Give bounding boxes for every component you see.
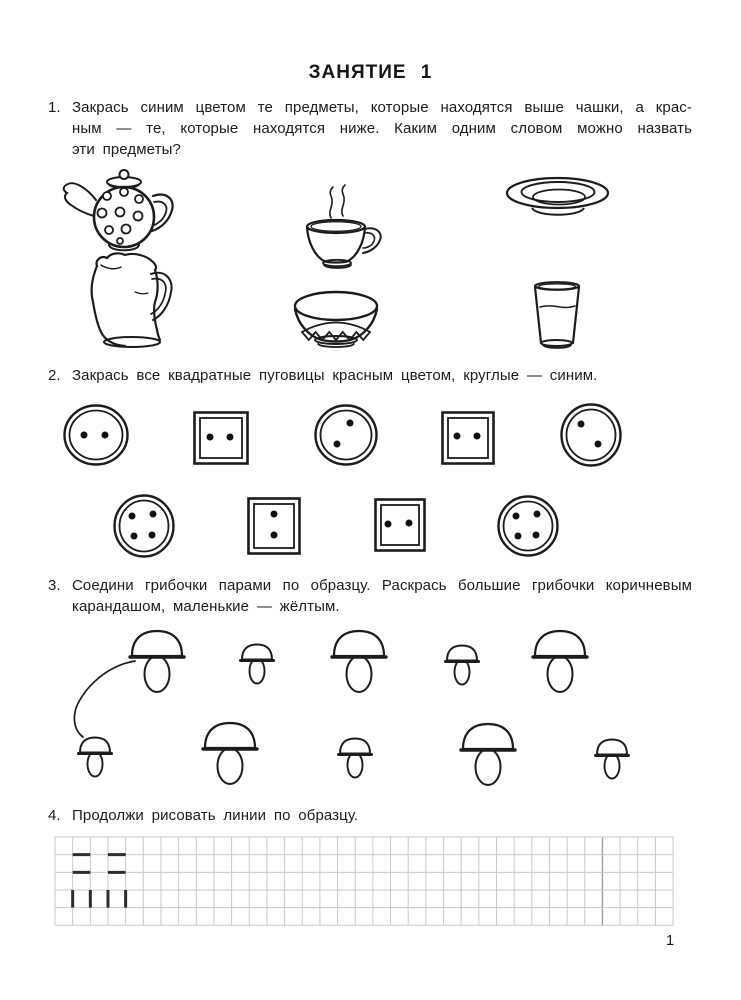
pitcher-drawing [85, 252, 180, 350]
deep-plate-drawing [503, 172, 613, 222]
mushroom-big [460, 722, 516, 786]
task-2-number: 2. [48, 367, 61, 384]
mushroom-big [532, 629, 588, 693]
button-square [441, 411, 495, 465]
mushroom-small [595, 738, 629, 781]
steaming-cup-drawing [293, 182, 388, 274]
page-number: 1 [665, 932, 675, 949]
mushroom-big [129, 629, 185, 693]
mushroom-big [202, 721, 258, 785]
button-square [193, 411, 249, 465]
steam-line [342, 185, 345, 216]
button-round [314, 404, 378, 466]
glass-drawing [530, 275, 584, 351]
button-square [247, 497, 301, 555]
task-1-line-2: ным — те, которые находятся ниже. Каким одним словом можно назвать [72, 120, 692, 137]
task-4-line-1: Продолжи рисовать линии по образцу. [72, 807, 359, 824]
teapot-drawing [60, 168, 180, 253]
mushroom-small [240, 643, 274, 686]
task-3-number: 3. [48, 577, 61, 594]
task-4-number: 4. [48, 807, 61, 824]
button-round [497, 495, 559, 557]
task-1-line-1: Закрась синим цветом те предметы, которые находятся выше чашки, а крас- [72, 99, 692, 116]
task-1-line-3: эти предметы? [72, 141, 181, 158]
task-3-line-1: Соедини грибочки парами по образцу. Раскрась большие грибочки коричневым [72, 577, 692, 594]
bowl-drawing [288, 287, 383, 349]
steam-line [330, 187, 333, 218]
button-square [374, 498, 426, 552]
mushroom-small [78, 736, 112, 779]
task-1-number: 1. [48, 99, 61, 116]
task-2-line-1: Закрась все квадратные пуговицы красным цветом, круглые — синим. [72, 367, 598, 384]
task-3-line-2: карандашом, маленькие — жёлтым. [72, 598, 340, 615]
squared-grid [55, 837, 675, 927]
mushroom-big [331, 629, 387, 693]
button-round [560, 403, 622, 467]
page-title: ЗАНЯТИЕ 1 [308, 62, 433, 83]
button-round [63, 404, 129, 466]
mushroom-small [445, 644, 479, 687]
mushroom-small [338, 737, 372, 780]
button-round [113, 494, 175, 558]
